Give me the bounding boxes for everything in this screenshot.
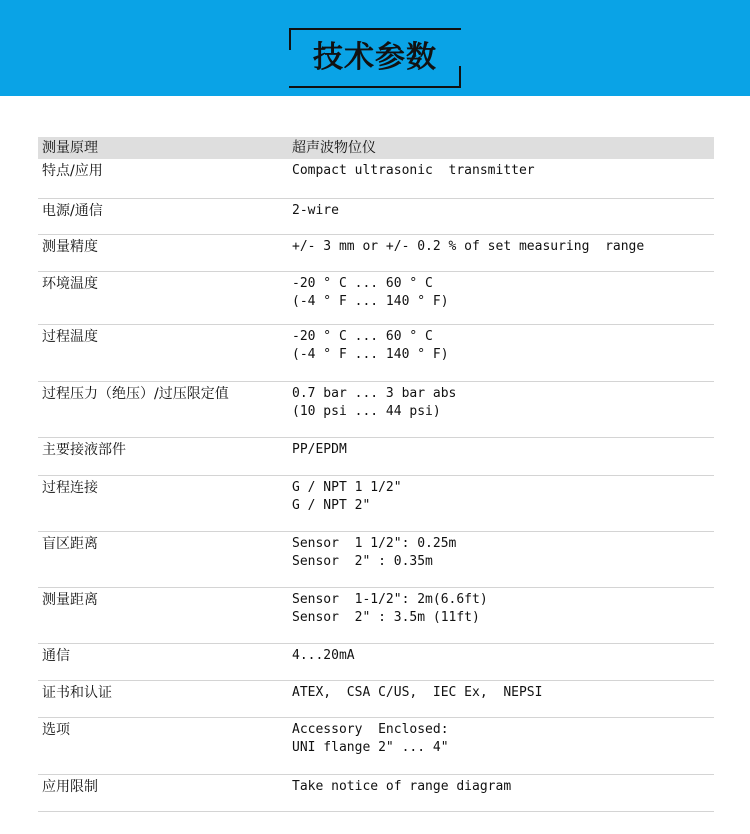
spec-row xyxy=(38,532,714,588)
spec-label: 通信 xyxy=(42,648,70,664)
spec-value xyxy=(292,718,714,774)
spec-table xyxy=(38,137,714,812)
spec-value xyxy=(292,476,714,531)
spec-value-line: +/- 3 mm or +/- 0.2 % of set measuring range xyxy=(292,239,645,254)
spec-value xyxy=(292,644,714,680)
spec-value-line: 超声波物位仪 xyxy=(292,140,376,156)
spec-value-line: G / NPT 2" xyxy=(292,498,371,513)
spec-label: 选项 xyxy=(42,722,70,738)
spec-value-line: Sensor 1 1/2": 0.25m xyxy=(292,536,457,551)
spec-value xyxy=(292,681,714,717)
spec-row xyxy=(38,235,714,272)
spec-row xyxy=(38,644,714,681)
spec-row xyxy=(38,272,714,325)
spec-value-line: 0.7 bar ... 3 bar abs xyxy=(292,386,457,401)
spec-row xyxy=(38,775,714,812)
spec-row xyxy=(38,681,714,718)
spec-row xyxy=(38,438,714,476)
spec-value-line: Compact ultrasonic transmitter xyxy=(292,163,535,178)
spec-label: 盲区距离 xyxy=(42,536,98,552)
spec-value-line: Sensor 2" : 3.5m (11ft) xyxy=(292,610,480,625)
spec-value-line: (10 psi ... 44 psi) xyxy=(292,404,441,419)
spec-row xyxy=(38,476,714,532)
spec-label: 过程连接 xyxy=(42,480,98,496)
spec-value-line: 4...20mA xyxy=(292,648,355,663)
spec-label: 证书和认证 xyxy=(42,685,112,701)
spec-value-line: PP/EPDM xyxy=(292,442,347,457)
spec-label: 过程温度 xyxy=(42,329,98,345)
spec-value xyxy=(292,775,714,811)
spec-row xyxy=(38,159,714,199)
title-banner xyxy=(0,0,750,96)
spec-label: 测量距离 xyxy=(42,592,98,608)
spec-row xyxy=(38,199,714,235)
spec-value xyxy=(292,325,714,381)
spec-value-line: (-4 ° F ... 140 ° F) xyxy=(292,347,449,362)
spec-value-line: -20 ° C ... 60 ° C xyxy=(292,276,433,291)
spec-row xyxy=(38,325,714,382)
spec-value xyxy=(292,382,714,437)
spec-value-line: Accessory Enclosed: xyxy=(292,722,449,737)
spec-label: 环境温度 xyxy=(42,276,98,292)
spec-row xyxy=(38,718,714,775)
spec-row xyxy=(38,382,714,438)
spec-value xyxy=(292,438,714,475)
spec-label: 测量精度 xyxy=(42,239,98,255)
spec-value-line: UNI flange 2" ... 4" xyxy=(292,740,449,755)
spec-label: 应用限制 xyxy=(42,779,98,795)
spec-label: 测量原理 xyxy=(42,140,98,156)
spec-value-line: -20 ° C ... 60 ° C xyxy=(292,329,433,344)
spec-label: 主要接液部件 xyxy=(42,442,126,458)
spec-value xyxy=(292,532,714,587)
spec-value xyxy=(292,159,714,198)
spec-value-line: Take notice of range diagram xyxy=(292,779,512,794)
spec-label: 特点/应用 xyxy=(42,163,103,179)
title-frame xyxy=(289,28,461,88)
page-title: 技术参数 xyxy=(313,40,437,75)
spec-value xyxy=(292,199,714,234)
spec-value-line: G / NPT 1 1/2" xyxy=(292,480,402,495)
spec-row xyxy=(38,588,714,644)
spec-value-line: ATEX, CSA C/US, IEC Ex, NEPSI xyxy=(292,685,543,700)
spec-value xyxy=(292,235,714,271)
spec-value-line: (-4 ° F ... 140 ° F) xyxy=(292,294,449,309)
spec-row xyxy=(38,137,714,159)
spec-value xyxy=(292,588,714,643)
spec-value-line: Sensor 1-1/2": 2m(6.6ft) xyxy=(292,592,488,607)
spec-value xyxy=(292,272,714,324)
spec-value-line: 2-wire xyxy=(292,203,339,218)
spec-value xyxy=(292,137,714,159)
spec-label: 电源/通信 xyxy=(42,203,103,219)
spec-value-line: Sensor 2" : 0.35m xyxy=(292,554,433,569)
spec-label: 过程压力（绝压）/过压限定值 xyxy=(42,386,229,402)
